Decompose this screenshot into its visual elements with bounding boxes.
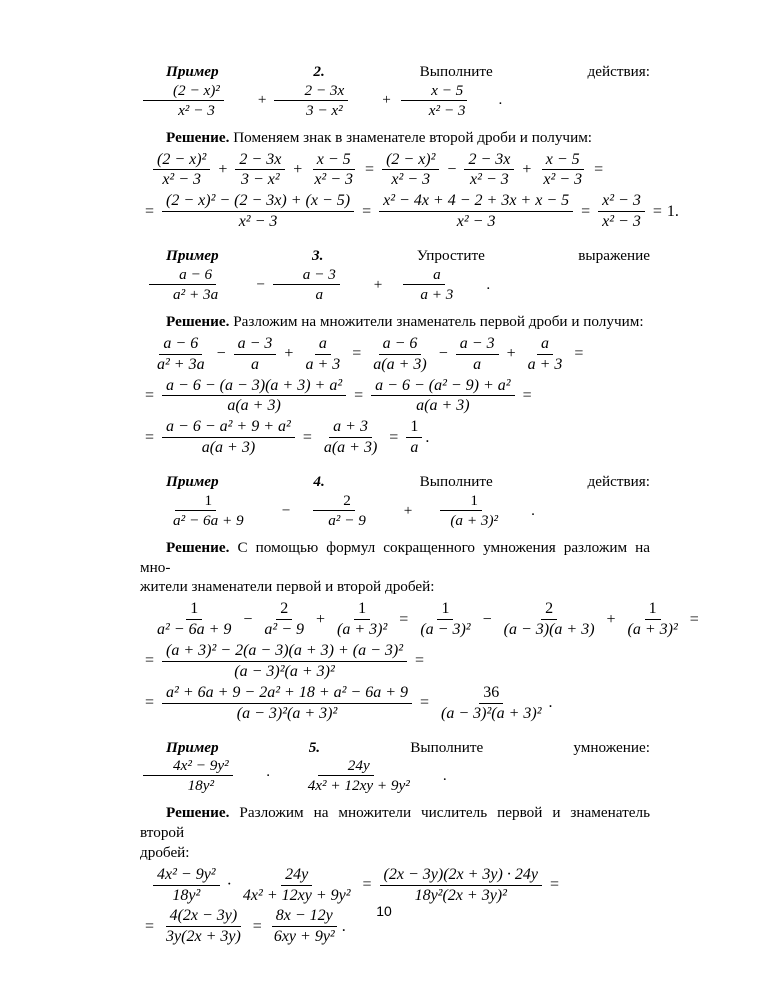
- example-5-solution-text: Решение. Разложим на множители числитель первой и знаменатель второй дробей:: [140, 804, 650, 861]
- fraction: $\frac{\text{(2 − x)²}}{\text{x² − 3}}$: [143, 82, 224, 119]
- example-5-label: Пример 5.: [166, 738, 321, 756]
- example-2-work-line-1: $\frac{\text{(2 − x)²}}{\text{x² − 3}}$ + $\frac{2 - 3x}{\text{3 − x²}}$ + $\frac{x - 5}{\text{x² − 3}}$ = $\frac{\text{(2 − x)²}}{\text{x² − 3}}$ − $\frac{2 - 3x}{\text{x² − 3}}$ + $\frac{x - 5}{\text{x² − 3}}$ =: [140, 151, 650, 190]
- example-3-work-line-2: = $\frac{\text{a − 6 − (a − 3)(a + 3) + a²}}{a(a + 3)}$ = $\frac{\text{a − 6 − (a² − 9) + a²}}{a(a + 3)}$ =: [145, 376, 532, 415]
- page-number: 10: [376, 903, 392, 919]
- example-4-work-line-1: $\frac{1}{\text{a² − 6a + 9}}$ − $\frac{2}{\text{a² − 9}}$ + $\frac{1}{\text{(a + 3)²}}$ = $\frac{1}{\text{(a − 3)²}}$ − $\frac{2}{(a - 3)(a + 3)}$ + $\frac{1}{\text{(a + 3)²}}$ =: [157, 600, 699, 639]
- example-3-task-expression: $\frac{a - 6}{\text{a² + 3a}}$ − $\frac{a - 3}{a}$ + $\frac{a}{a + 3}$ .: [140, 266, 490, 303]
- example-2-task-expression: $\frac{\text{(2 − x)²}}{\text{x² − 3}}$ + $\frac{2 - 3x}{\text{3 − x²}}$ + $\frac{x - 5}{\text{x² − 3}}$ .: [140, 82, 502, 119]
- example-2-work-line-2: = $\frac{\text{(2 − x)² − (2 − 3x) + (x − 5)}}{\text{x² − 3}}$ = $\frac{\text{x² − 4x + 4 − 2 + 3x + x − 5}}{\text{x² − 3}}$ = $\frac{\text{x² − 3}}{\text{x² − 3}}$ = 1.: [145, 192, 679, 231]
- solution-label: Решение.: [166, 128, 230, 146]
- example-4-task-expression: $\frac{1}{\text{a² − 6a + 9}}$ − $\frac{2}{\text{a² − 9}}$ + $\frac{1}{\text{(a + 3)²}}$ .: [173, 491, 535, 529]
- example-3-label: Пример 3.: [166, 247, 324, 265]
- example-5-statement: [140, 738, 650, 795]
- example-5-work-line-1: $\frac{\text{4x² − 9y²}}{\text{18y²}}$ · $\frac{24y}{\text{4x² + 12xy + 9y²}}$ = $\frac{(2x - 3y)(2x + 3y) \cdot 24y}{\text{18y²(2x + 3y)²}}$ =: [140, 866, 650, 905]
- solution-label: Решение.: [166, 538, 230, 556]
- fraction: $\frac{2 - 3x}{\text{3 − x²}}$: [274, 82, 348, 119]
- example-3-solution-text: Решение. Разложим на множители знаменатель первой дроби и получим:: [166, 312, 644, 330]
- example-5-task-expression: $\frac{\text{4x² − 9y²}}{\text{18y²}}$ · $\frac{24y}{\text{4x² + 12xy + 9y²}}$ .: [140, 757, 447, 794]
- example-4-work-line-3: = $\frac{\text{a² + 6a + 9 − 2a² + 18 + a² − 6a + 9}}{\text{(a − 3)²(a + 3)²}}$ = $\frac{36}{\text{(a − 3)²(a + 3)²}}$ .: [145, 683, 553, 722]
- solution-label: Решение.: [166, 804, 230, 822]
- example-3-prompt: Упростите выражение: [416, 247, 650, 265]
- example-2-label: Пример 2.: [166, 63, 325, 80]
- example-3-work-line-1: $\frac{a - 6}{\text{a² + 3a}}$ − $\frac{a - 3}{a}$ + $\frac{a}{a + 3}$ = $\frac{a - 6}{a(a + 3)}$ − $\frac{a - 3}{a}$ + $\frac{a}{a + 3}$ =: [157, 334, 584, 373]
- example-4-statement: [140, 472, 650, 529]
- example-4-work-line-2: = $\frac{\text{(a + 3)² − 2(a − 3)(a + 3) + (a − 3)²}}{\text{(a − 3)²(a + 3)²}}$ =: [145, 641, 425, 680]
- example-5-prompt: Выполните умножение:: [410, 738, 651, 756]
- example-3-work-line-3: = $\frac{\text{a − 6 − a² + 9 + a²}}{a(a + 3)}$ = $\frac{a + 3}{a(a + 3)}$ = $\frac{1}{a}$ .: [145, 418, 430, 457]
- example-4-label: Пример 4.: [166, 473, 325, 491]
- example-4-solution-text: Решение. С помощью формул сокращенного умножения разложим на мно- жители знаменатели первой и второй дробей:: [140, 538, 650, 596]
- fraction: $\frac{x - 5}{\text{x² − 3}}$: [399, 82, 470, 119]
- example-3-statement: [140, 246, 650, 303]
- example-4-prompt: Выполните действия:: [419, 473, 651, 491]
- example-5-work-line-2: = $\frac{4(2x - 3y)}{3y(2x + 3y)}$ = $\frac{8x - 12y}{\text{6xy + 9y²}}$ .: [145, 907, 346, 946]
- solution-label: Решение.: [166, 312, 230, 330]
- example-2-prompt: Выполните действия:: [419, 63, 651, 80]
- example-2-solution-text: Решение. Поменяем знак в знаменателе второй дроби и получим:: [166, 128, 593, 146]
- example-2-statement: [140, 62, 650, 119]
